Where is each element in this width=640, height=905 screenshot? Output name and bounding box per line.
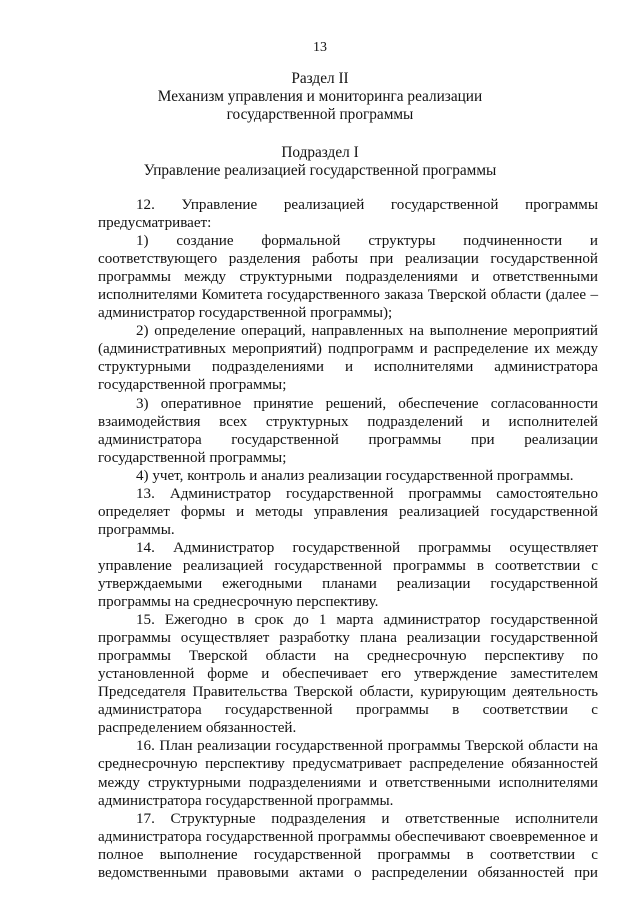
- paragraph-15: 15. Ежегодно в срок до 1 марта администратор государственной программы осуществляет разработку плана реализации государственной программы Тверской области на среднесрочную перспективу по установленной форме и обеспечивает его утверждение заместителем Председателя Правительства Тверской области, курирующим деятельность администратора государственной программы в соответствии с распределением обязанностей.: [98, 612, 598, 737]
- document-body: [98, 196, 598, 882]
- paragraph-17: 17. Структурные подразделения и ответственные исполнители администратора государственной программы обеспечивают своевременное и полное выполнение государственной программы в соответствии с ведомственными правовыми актами о распределении обязанностей при: [98, 810, 598, 881]
- section-label: Раздел II: [291, 70, 349, 87]
- list-item-1: 1) создание формальной структуры подчиненности и соответствующего разделения работы при реализации государственной программы между структурными подразделениями и ответственными исполнителями Комитета государственного заказа Тверской области (далее – администратор государственной программы);: [98, 233, 598, 322]
- subsection-title: Управление реализацией государственной программы: [143, 162, 497, 179]
- list-item-4: 4) учет, контроль и анализ реализации государственной программы.: [136, 467, 574, 484]
- paragraph-13: 13. Администратор государственной программы самостоятельно определяет формы и методы управления реализацией государственной программы.: [98, 485, 598, 538]
- list-item-3: 3) оперативное принятие решений, обеспечение согласованности взаимодействия всех структурных подразделений и исполнителей администратора государственной программы при реализации государственной программы;: [98, 395, 598, 466]
- paragraph-16: 16. План реализации государственной программы Тверской области на среднесрочную перспективу предусматривает распределение обязанностей между структурными подразделениями и ответственными исполнителями администратора государственной программы.: [98, 738, 598, 809]
- section-heading: [0, 70, 640, 124]
- paragraph-14: 14. Администратор государственной программы осуществляет управление реализацией государственной программы в соответствии с утверждаемыми ежегодными планами реализации государственной программы на среднесрочную перспективу.: [98, 539, 598, 611]
- subsection-heading: [0, 144, 640, 180]
- subsection-label: Подраздел I: [281, 144, 359, 161]
- paragraph-12: 12. Управление реализацией государственной программы предусматривает:: [98, 197, 598, 232]
- page-number: 13: [313, 40, 327, 55]
- section-title-line: Механизм управления и мониторинга реализации: [157, 88, 483, 105]
- list-item-2: 2) определение операций, направленных на выполнение мероприятий (административных мероприятий) подпрограмм и распределение их между структурными подразделениями и исполнителями администратора государственной программы;: [98, 323, 598, 394]
- section-title-line: государственной программы: [226, 106, 414, 123]
